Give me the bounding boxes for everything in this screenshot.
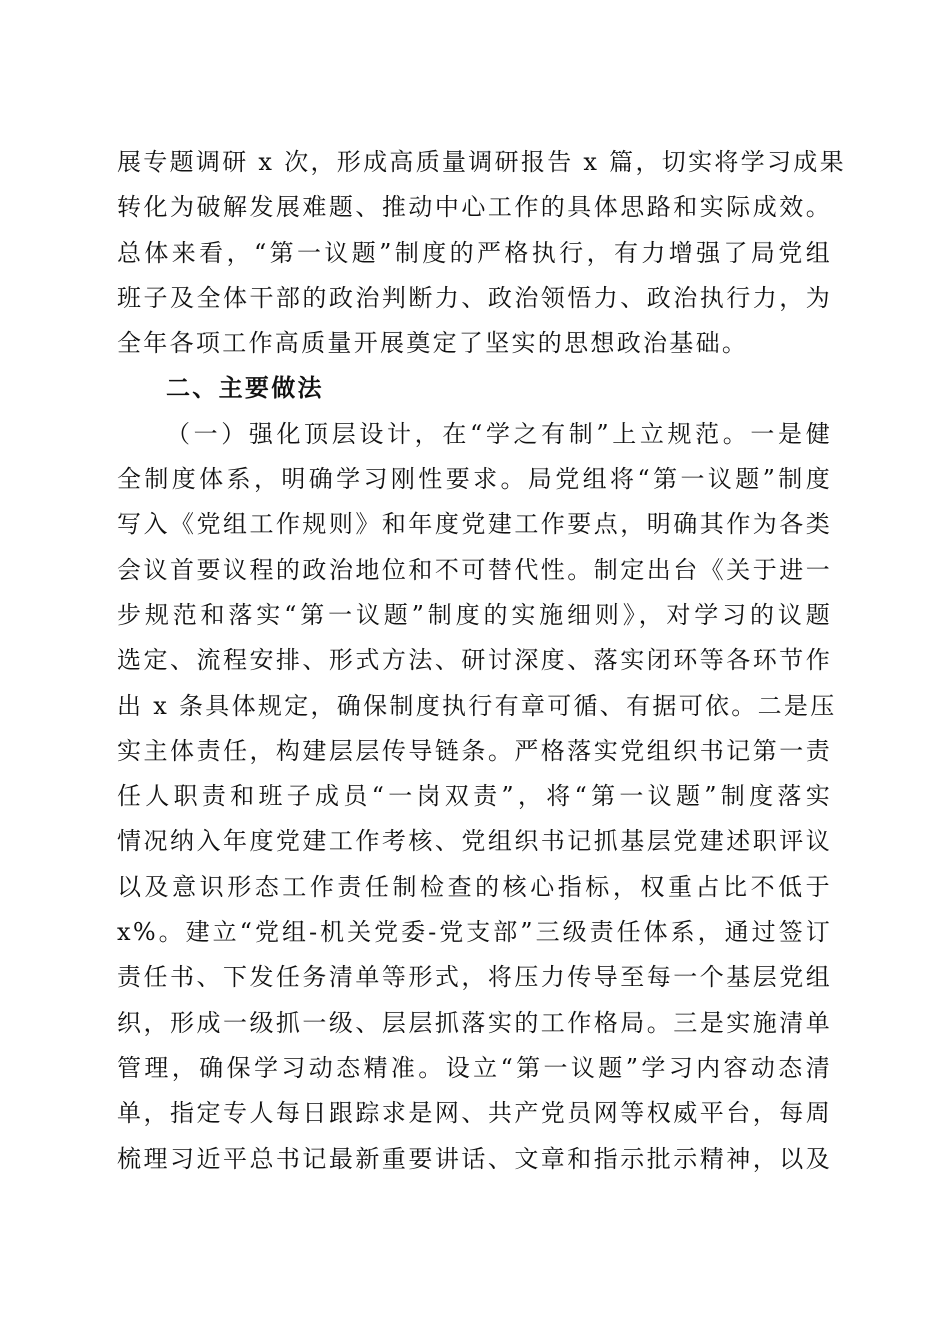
paragraph-line: 选定、流程安排、形式方法、研讨深度、落实闭环等各环节作: [117, 646, 832, 675]
paragraph-line: 出 x 条具体规定，确保制度执行有章可循、有据可依。二是压: [117, 691, 837, 720]
paragraph-line: 班子及全体干部的政治判断力、政治领悟力、政治执行力，为: [117, 283, 832, 312]
paragraph-line: （一）强化顶层设计，在“学之有制”上立规范。一是健: [166, 419, 832, 448]
paragraph-line: 步规范和落实“第一议题”制度的实施细则》，对学习的议题: [117, 600, 832, 629]
paragraph-line: 全制度体系，明确学习刚性要求。局党组将“第一议题”制度: [117, 465, 832, 494]
paragraph-line: 写入《党组工作规则》和年度党建工作要点，明确其作为各类: [117, 510, 832, 539]
paragraph-line: 总体来看，“第一议题”制度的严格执行，有力增强了局党组: [117, 238, 832, 267]
paragraph-line: 展专题调研 x 次，形成高质量调研报告 x 篇，切实将学习成果: [117, 148, 846, 176]
paragraph-line: x%。建立“党组-机关党委-党支部”三级责任体系，通过签订: [117, 918, 832, 947]
paragraph-line: 织，形成一级抓一级、层层抓落实的工作格局。三是实施清单: [117, 1008, 832, 1037]
paragraph-line: 单，指定专人每日跟踪求是网、共产党员网等权威平台，每周: [117, 1099, 832, 1128]
paragraph-line: 转化为破解发展难题、推动中心工作的具体思路和实际成效。: [117, 193, 832, 222]
paragraph-line: 管理，确保学习动态精准。设立“第一议题”学习内容动态清: [117, 1053, 832, 1082]
paragraph-line: 责任书、下发任务清单等形式，将压力传导至每一个基层党组: [117, 963, 832, 992]
document-body: [117, 140, 846, 1182]
paragraph-line: 全年各项工作高质量开展奠定了坚实的思想政治基础。: [117, 329, 749, 358]
paragraph-line: 任人职责和班子成员“一岗双责”，将“第一议题”制度落实: [117, 782, 832, 811]
paragraph-line: 实主体责任，构建层层传导链条。严格落实党组织书记第一责: [117, 736, 832, 765]
paragraph-line: 会议首要议程的政治地位和不可替代性。制定出台《关于进一: [117, 555, 832, 584]
section-heading: 二、主要做法: [166, 374, 324, 403]
paragraph-line: 情况纳入年度党建工作考核、党组织书记抓基层党建述职评议: [117, 827, 832, 856]
paragraph-line: 梳理习近平总书记最新重要讲话、文章和指示批示精神，以及: [117, 1144, 832, 1173]
paragraph-line: 以及意识形态工作责任制检查的核心指标，权重占比不低于: [117, 872, 832, 901]
